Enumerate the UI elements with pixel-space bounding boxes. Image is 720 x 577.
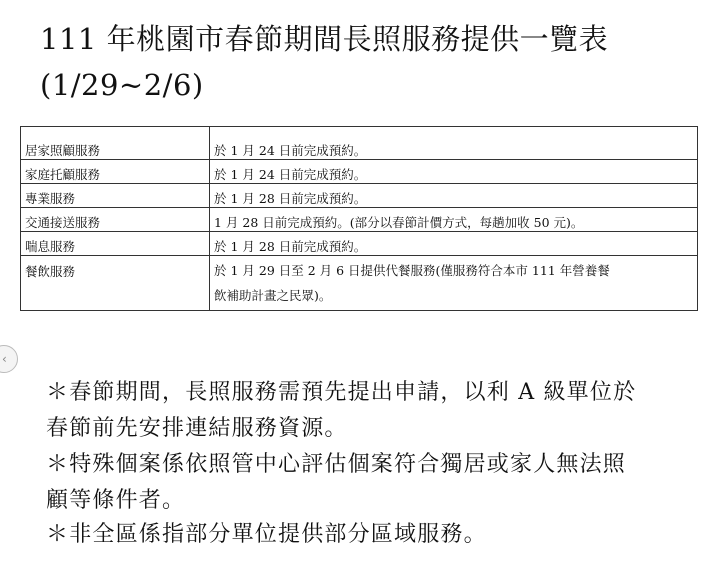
service-note: 於 1 月 28 日前完成預約。 <box>210 184 698 208</box>
note-line: ＊非全區係指部分單位提供部分區域服務。 <box>46 522 487 547</box>
service-note <box>210 256 698 311</box>
service-note: 1 月 28 日前完成預約。(部分以春節計價方式，每趟加收 50 元)。 <box>210 208 698 232</box>
chevron-left-icon: ‹ <box>2 352 7 366</box>
page-title: 111 年桃園市春節期間長照服務提供一覽表 <box>40 22 609 56</box>
service-name: 居家照顧服務 <box>21 127 210 160</box>
note-line: 春節前先安排連結服務資源。 <box>46 416 348 441</box>
table-row <box>21 256 698 311</box>
service-name: 餐飲服務 <box>21 256 210 311</box>
service-name: 專業服務 <box>21 184 210 208</box>
table-row <box>21 184 698 208</box>
service-table <box>20 126 698 311</box>
service-name: 交通接送服務 <box>21 208 210 232</box>
service-name: 家庭托顧服務 <box>21 160 210 184</box>
service-note: 於 1 月 24 日前完成預約。 <box>210 127 698 160</box>
note-line: 顧等條件者。 <box>46 488 186 513</box>
table-row <box>21 160 698 184</box>
table-row <box>21 127 698 160</box>
note-line: ＊春節期間，長照服務需預先提出申請，以利 A 級單位於 <box>46 380 637 405</box>
table-row <box>21 208 698 232</box>
service-note-line: 飲補助計畫之民眾)。 <box>214 288 332 303</box>
table-row <box>21 232 698 256</box>
page-subtitle-date-range: (1/29~2/6) <box>40 68 204 102</box>
service-name: 喘息服務 <box>21 232 210 256</box>
note-line: ＊特殊個案係依照管中心評估個案符合獨居或家人無法照 <box>46 452 627 477</box>
side-scroll-button[interactable] <box>0 345 18 373</box>
service-note-line: 於 1 月 29 日至 2 月 6 日提供代餐服務(僅服務符合本市 111 年營養餐 <box>214 263 610 278</box>
service-note: 於 1 月 24 日前完成預約。 <box>210 160 698 184</box>
service-note: 於 1 月 28 日前完成預約。 <box>210 232 698 256</box>
